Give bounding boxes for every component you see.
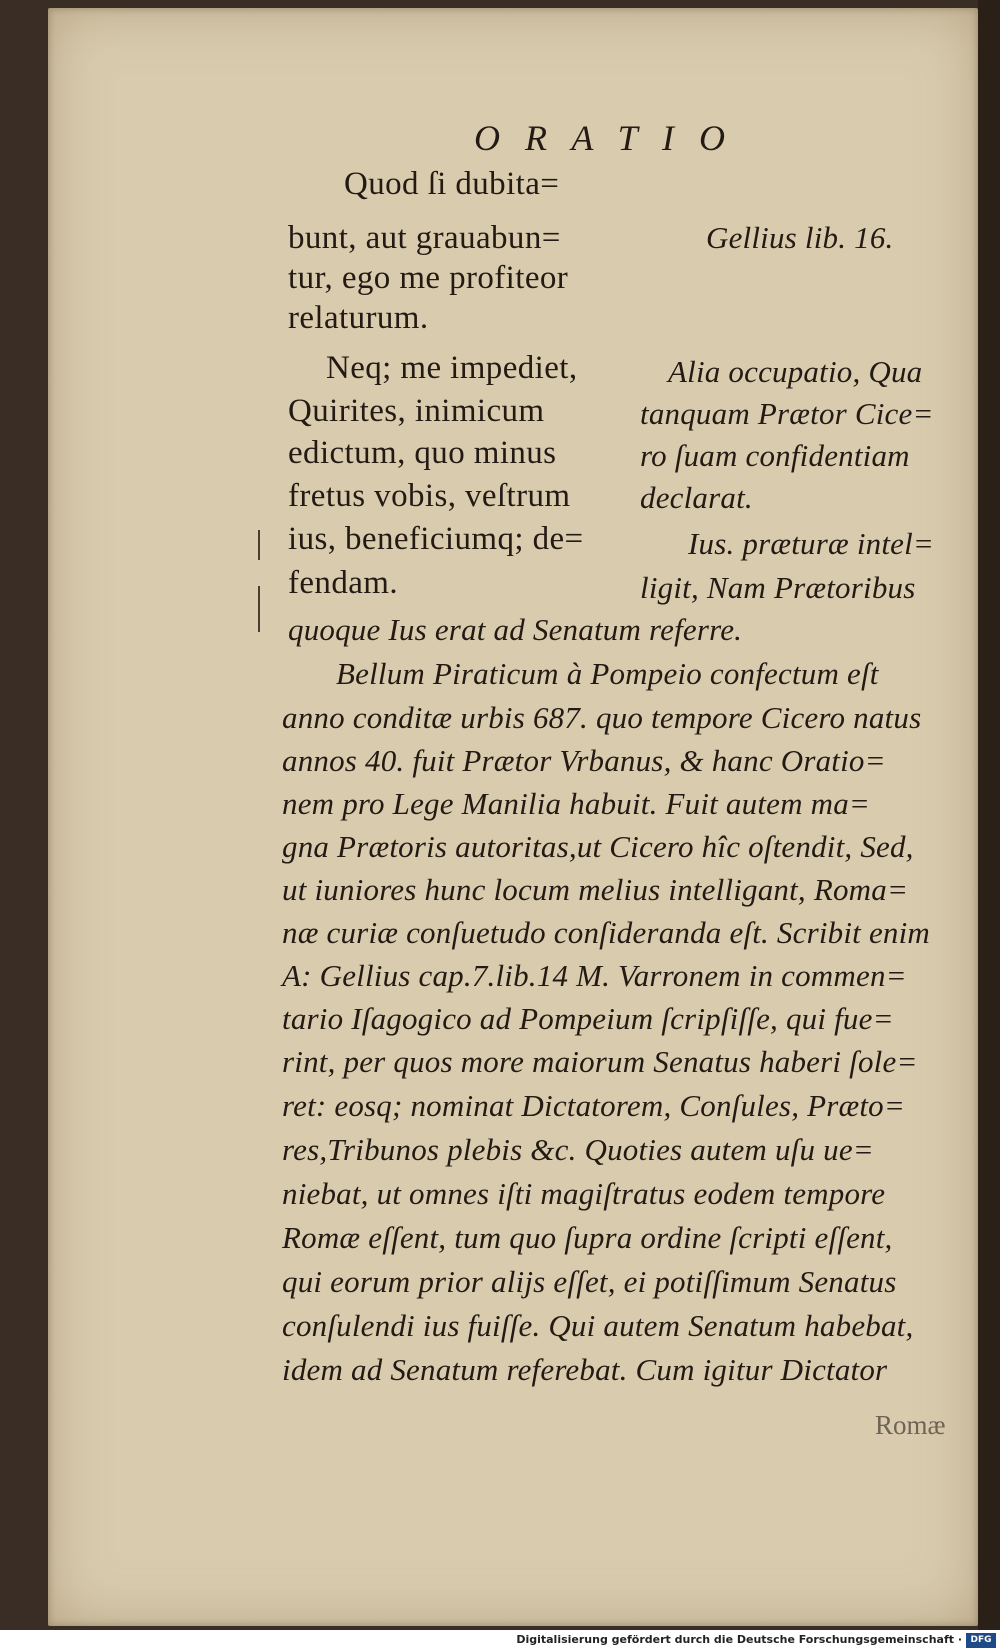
commentary-line: quoque Ius erat ad Senatum referre. — [288, 612, 743, 647]
commentary-line: nem pro Lege Manilia habuit. Fuit autem ma= — [282, 786, 871, 821]
commentary-line: res,Tribunos plebis &c. Quoties autem uſu ue= — [282, 1132, 874, 1167]
main-text-line: bunt, aut grauabun= — [288, 220, 561, 256]
running-head: O R A T I O — [474, 118, 734, 158]
commentary-line: næ curiæ conſuetudo conſideranda eſt. Scribit enim — [282, 915, 930, 950]
margin-note: Gellius lib. 16. — [706, 220, 894, 255]
commentary-line: rint, per quos more maiorum Senatus haberi ſole= — [282, 1044, 918, 1079]
dfg-logo-icon: DFG — [966, 1633, 996, 1648]
footer-credit: Digitalisierung gefördert durch die Deutsche Forschungsgemeinschaft · — [516, 1633, 962, 1646]
commentary-line: ret: eosq; nominat Dictatorem, Conſules, Præto= — [282, 1088, 905, 1123]
commentary-line: conſulendi ius fuiſſe. Qui autem Senatum habebat, — [282, 1308, 914, 1343]
margin-note: Alia occupatio, Qua — [668, 354, 923, 389]
main-text-line: ius, beneficiumq; de= — [288, 521, 584, 557]
main-text-line: relaturum. — [288, 300, 429, 336]
commentary-line: anno conditæ urbis 687. quo tempore Cicero natus — [282, 700, 922, 735]
commentary-line: niebat, ut omnes iſti magiſtratus eodem tempore — [282, 1176, 886, 1211]
main-text-line: Quirites, inimicum — [288, 393, 545, 429]
commentary-line: gna Prætoris autoritas,ut Cicero hîc oſtendit, Sed, — [282, 829, 914, 864]
commentary-line: A: Gellius cap.7.lib.14 M. Varronem in commen= — [282, 958, 907, 993]
main-text-line: fendam. — [288, 565, 399, 601]
main-text-line: edictum, quo minus — [288, 435, 557, 471]
margin-rule — [258, 530, 260, 560]
margin-rule — [258, 586, 260, 632]
commentary-line: tario Iſagogico ad Pompeium ſcripſiſſe, qui fue= — [282, 1001, 894, 1036]
commentary-line: qui eorum prior alijs eſſet, ei potiſſimum Senatus — [282, 1264, 897, 1299]
margin-note: Ius. præturæ intel= — [688, 526, 935, 561]
catchword: Romæ — [875, 1410, 946, 1440]
main-text-line: tur, ego me profiteor — [288, 260, 569, 296]
margin-note: declarat. — [640, 480, 753, 515]
footer-bar — [0, 1630, 1000, 1652]
commentary-line: annos 40. fuit Prætor Vrbanus, & hanc Oratio= — [282, 743, 886, 778]
commentary-line: Bellum Piraticum à Pompeio confectum eſt — [336, 656, 879, 691]
main-text-line: Neq; me impediet, — [326, 350, 578, 386]
page-edge — [978, 0, 1000, 1652]
margin-note: tanquam Prætor Cice= — [640, 396, 934, 431]
commentary-line: ut iuniores hunc locum melius intelligant, Roma= — [282, 872, 909, 907]
margin-note: ro ſuam confidentiam — [640, 438, 910, 473]
commentary-line: idem ad Senatum referebat. Cum igitur Dictator — [282, 1352, 888, 1387]
main-text-line: Quod ſi dubita= — [344, 166, 560, 202]
margin-note: ligit, Nam Prætoribus — [640, 570, 916, 605]
commentary-line: Romæ eſſent, tum quo ſupra ordine ſcripti eſſent, — [282, 1220, 893, 1255]
main-text-line: fretus vobis, veſtrum — [288, 478, 571, 514]
